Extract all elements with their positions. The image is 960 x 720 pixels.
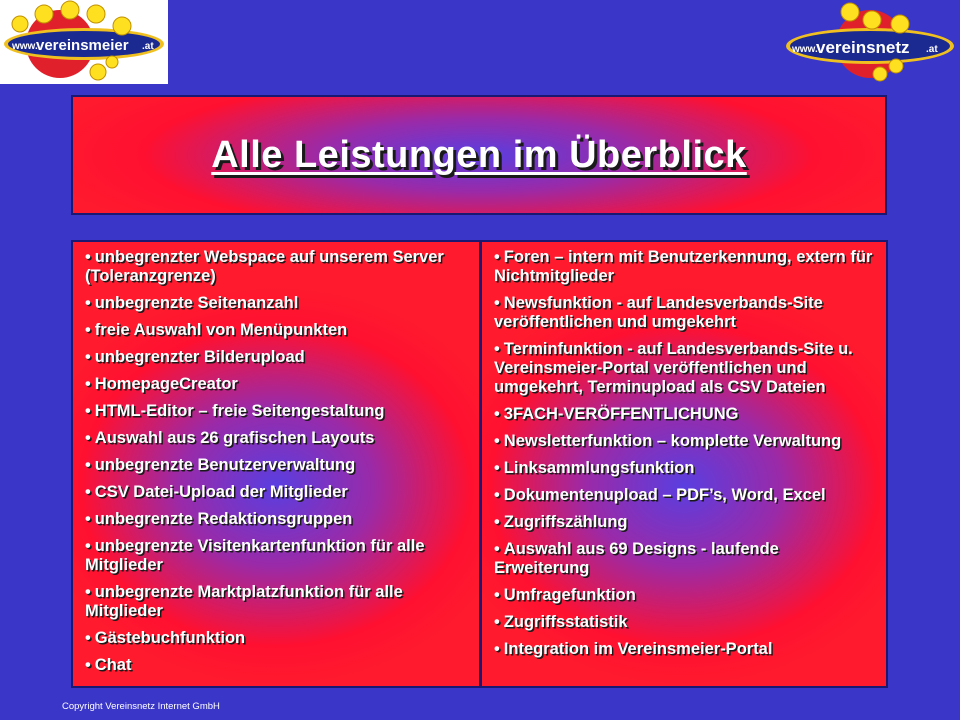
bullet-icon: • — [494, 586, 500, 604]
list-item — [494, 613, 876, 632]
logo-left-name: vereinsmeier — [36, 37, 129, 54]
bullet-icon: • — [85, 656, 91, 674]
right-feature-list — [480, 240, 888, 688]
bullet-icon: • — [85, 483, 91, 501]
list-item-text: Newsletterfunktion – komplette Verwaltung — [503, 432, 842, 450]
list-item — [85, 248, 469, 286]
logo-right-suffix: .at — [926, 44, 938, 55]
list-item-text: unbegrenzte Benutzerverwaltung — [94, 456, 356, 474]
list-item-text: HomepageCreator — [94, 375, 238, 393]
list-item — [85, 456, 469, 475]
logo-left-suffix: .at — [142, 41, 154, 52]
bullet-icon: • — [85, 348, 91, 366]
bullet-icon: • — [85, 429, 91, 447]
list-item-text: CSV Datei-Upload der Mitglieder — [94, 483, 348, 501]
list-item — [494, 540, 876, 578]
list-item-text: Gästebuchfunktion — [94, 629, 246, 647]
bullet-icon: • — [85, 583, 91, 601]
list-item — [494, 486, 876, 505]
list-item — [85, 429, 469, 448]
list-item — [494, 248, 876, 286]
left-feature-list — [71, 240, 481, 688]
list-item-text: Auswahl aus 26 grafischen Layouts — [94, 429, 375, 447]
bullet-icon: • — [494, 340, 500, 358]
bullet-icon: • — [494, 540, 500, 558]
list-item — [85, 656, 469, 675]
list-item — [494, 513, 876, 532]
list-item-text: unbegrenzte Seitenanzahl — [94, 294, 299, 312]
bullet-icon: • — [494, 459, 500, 477]
copyright-footer: Copyright Vereinsnetz Internet GmbH — [62, 701, 220, 712]
bullet-icon: • — [494, 405, 500, 423]
bullet-icon: • — [494, 294, 500, 312]
bullet-icon: • — [85, 510, 91, 528]
list-item — [85, 375, 469, 394]
list-item — [85, 583, 469, 621]
list-item — [494, 459, 876, 478]
bullet-icon: • — [85, 375, 91, 393]
list-item — [494, 294, 876, 332]
bullet-icon: • — [494, 513, 500, 531]
list-item-text: Integration im Vereinsmeier-Portal — [503, 640, 773, 658]
list-item-text: unbegrenzte Redaktionsgruppen — [94, 510, 353, 528]
list-item — [494, 405, 876, 424]
list-item-text: Terminfunktion - auf Landesverbands-Site u. Vereinsmeier-Portal veröffentlichen und umgekehrt, Terminupload als CSV Dateien — [494, 340, 853, 396]
list-item — [85, 294, 469, 313]
list-item-text: unbegrenzter Webspace auf unserem Server (Toleranzgrenze) — [85, 248, 444, 285]
list-item — [494, 586, 876, 605]
list-item — [494, 432, 876, 451]
list-item — [494, 640, 876, 659]
title-box — [71, 95, 887, 215]
bullet-icon: • — [85, 629, 91, 647]
list-item-text: 3FACH-VERÖFFENTLICHUNG — [503, 405, 739, 423]
bullet-icon: • — [494, 640, 500, 658]
list-item-text: Auswahl aus 69 Designs - laufende Erweiterung — [494, 540, 779, 577]
vereinsmeier-logo-graphic — [0, 0, 168, 84]
bullet-icon: • — [494, 248, 500, 266]
list-item-text: Linksammlungsfunktion — [503, 459, 695, 477]
list-item — [85, 483, 469, 502]
list-item-text: unbegrenzte Visitenkartenfunktion für alle Mitglieder — [85, 537, 425, 574]
bullet-icon: • — [85, 537, 91, 555]
list-item — [85, 348, 469, 367]
bullet-icon: • — [494, 486, 500, 504]
bullet-icon: • — [85, 402, 91, 420]
list-item-text: unbegrenzter Bilderupload — [94, 348, 305, 366]
page-title: Alle Leistungen im Überblick — [211, 133, 747, 176]
list-item-text: Dokumentenupload – PDF’s, Word, Excel — [503, 486, 826, 504]
bullet-icon: • — [85, 321, 91, 339]
bullet-icon: • — [85, 456, 91, 474]
list-item — [494, 340, 876, 397]
list-item — [85, 402, 469, 421]
vereinsnetz-logo — [780, 0, 960, 84]
list-item-text: Chat — [94, 656, 132, 674]
bullet-icon: • — [494, 613, 500, 631]
list-item — [85, 321, 469, 340]
list-item — [85, 510, 469, 529]
vereinsnetz-logo-graphic — [780, 0, 960, 84]
bullet-icon: • — [85, 294, 91, 312]
list-item-text: Zugriffsstatistik — [503, 613, 628, 631]
list-item-text: Foren – intern mit Benutzerkennung, extern für Nichtmitglieder — [494, 248, 873, 285]
list-item-text: Umfragefunktion — [503, 586, 636, 604]
list-item-text: Zugriffszählung — [503, 513, 628, 531]
list-item-text: freie Auswahl von Menüpunkten — [94, 321, 348, 339]
list-item — [85, 537, 469, 575]
bullet-icon: • — [494, 432, 500, 450]
list-item-text: HTML-Editor – freie Seitengestaltung — [94, 402, 385, 420]
logo-right-prefix: www. — [792, 44, 818, 55]
list-item-text: Newsfunktion - auf Landesverbands-Site veröffentlichen und umgekehrt — [494, 294, 823, 331]
logo-left-prefix: www. — [12, 41, 38, 52]
list-item-text: unbegrenzte Marktplatzfunktion für alle Mitglieder — [85, 583, 403, 620]
bullet-icon: • — [85, 248, 91, 266]
list-item — [85, 629, 469, 648]
logo-right-name: vereinsnetz — [816, 38, 910, 57]
vereinsmeier-logo — [0, 0, 168, 84]
